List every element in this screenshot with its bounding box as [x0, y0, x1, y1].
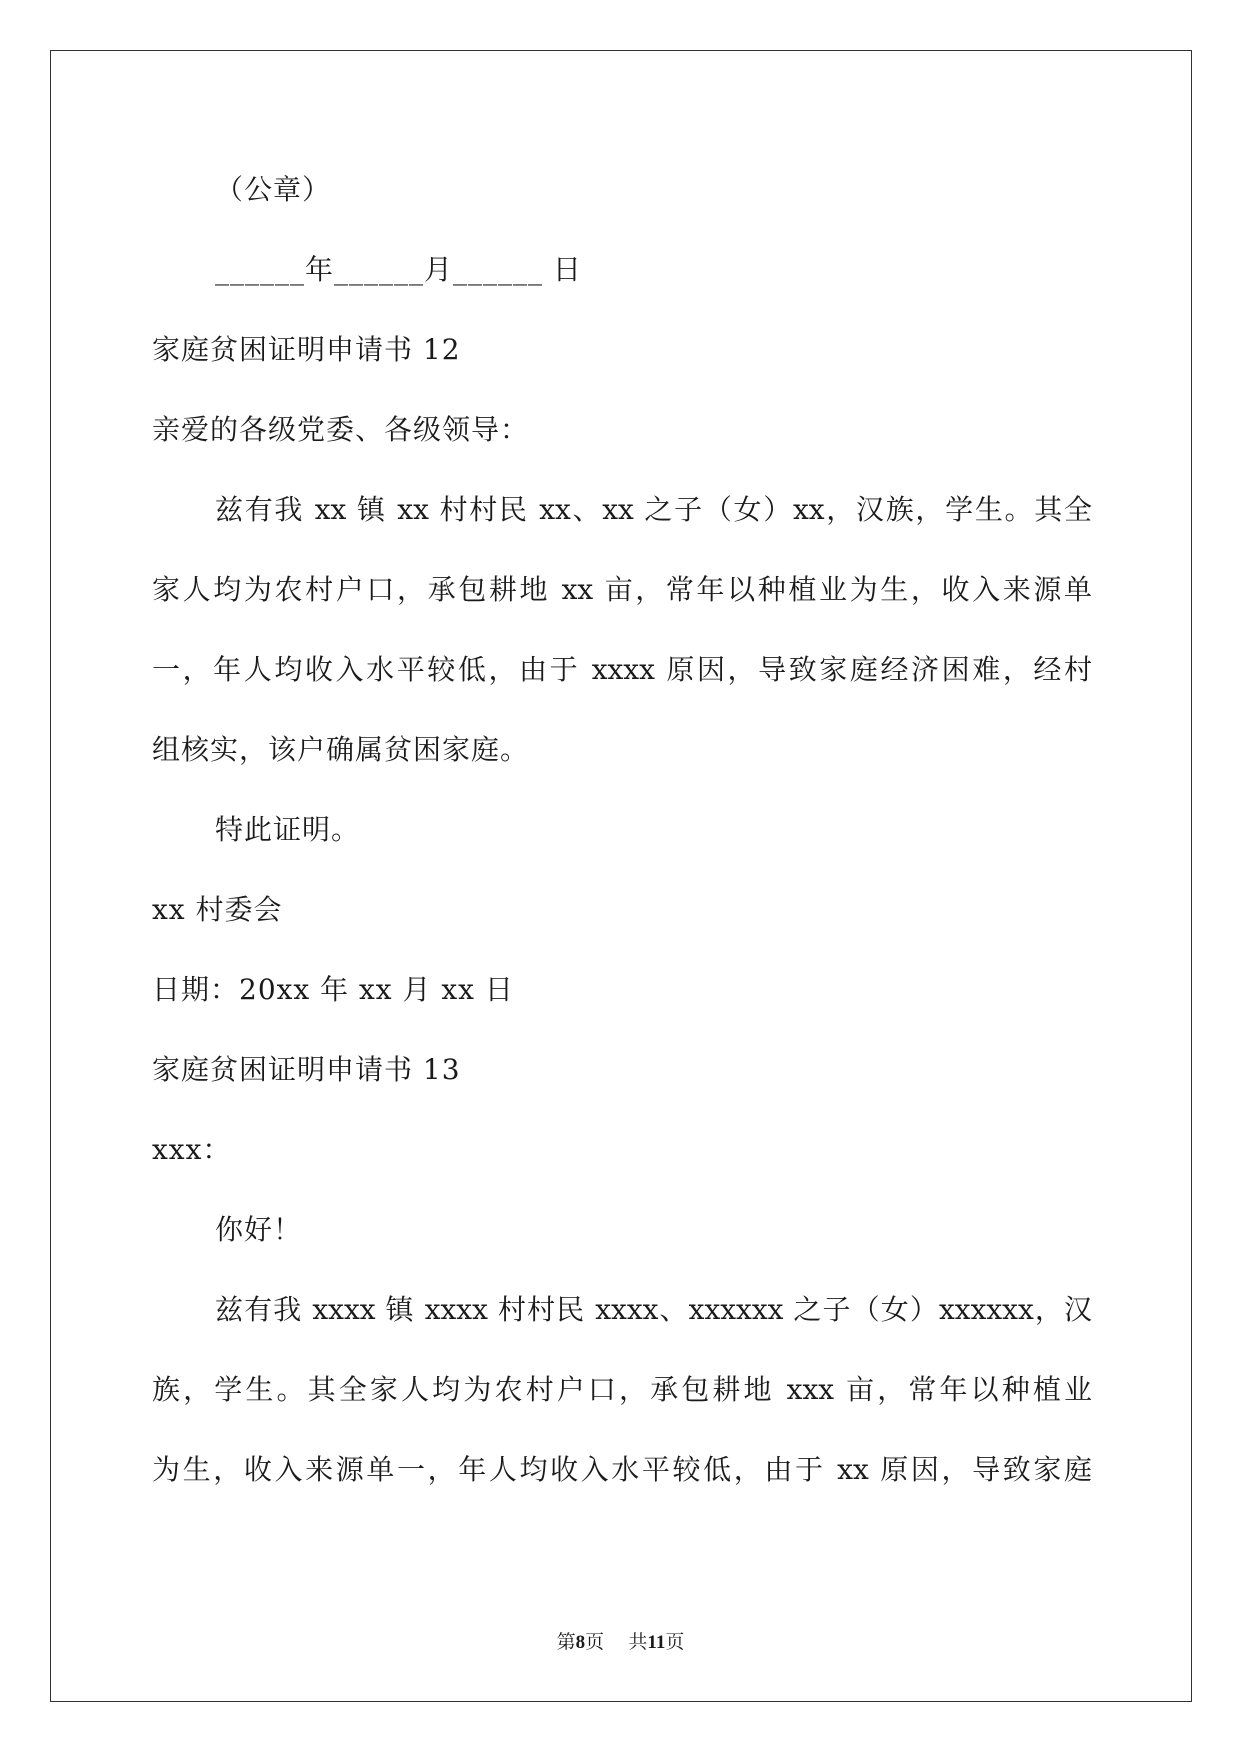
salutation: 亲爱的各级党委、各级领导： — [152, 413, 530, 446]
date-blank-line: ______年______月______ 日 — [215, 253, 582, 286]
page-number: 8 — [575, 1632, 586, 1653]
body-paragraph-line: 组核实，该户确属贫困家庭。 — [152, 733, 530, 766]
date-line: 日期：20xx 年 xx 月 xx 日 — [152, 973, 514, 1006]
greeting: 你好！ — [215, 1213, 303, 1246]
total-pages: 11 — [647, 1632, 666, 1653]
total-label-prefix: 共 — [628, 1631, 648, 1653]
page-footer — [0, 1630, 1241, 1655]
body-paragraph-line: 族，学生。其全家人均为农村户口，承包耕地 xxx 亩，常年以种植业 — [152, 1373, 1092, 1406]
recipient: xxx： — [152, 1133, 232, 1166]
seal-note: （公章） — [215, 173, 332, 206]
body-paragraph-line: 为生，收入来源单一，年人均收入水平较低，由于 xx 原因，导致家庭 — [152, 1453, 1092, 1486]
body-paragraph-line: 一，年人均收入水平较低，由于 xxxx 原因，导致家庭经济困难，经村 — [152, 653, 1092, 686]
signatory: xx 村委会 — [152, 893, 283, 926]
body-paragraph-line: 家人均为农村户口，承包耕地 xx 亩，常年以种植业为生，收入来源单 — [152, 573, 1092, 606]
body-paragraph-line: 兹有我 xxxx 镇 xxxx 村村民 xxxx、xxxxxx 之子（女）xxxxxx，汉 — [215, 1293, 1092, 1326]
closing-statement: 特此证明。 — [215, 813, 361, 846]
total-label-suffix: 页 — [665, 1631, 685, 1653]
body-paragraph-line: 兹有我 xx 镇 xx 村村民 xx、xx 之子（女）xx，汉族，学生。其全 — [215, 493, 1092, 526]
page-label-suffix: 页 — [585, 1631, 605, 1653]
page-label-prefix: 第 — [556, 1631, 576, 1653]
section-heading-13: 家庭贫困证明申请书 13 — [152, 1053, 461, 1086]
section-heading-12: 家庭贫困证明申请书 12 — [152, 333, 461, 366]
